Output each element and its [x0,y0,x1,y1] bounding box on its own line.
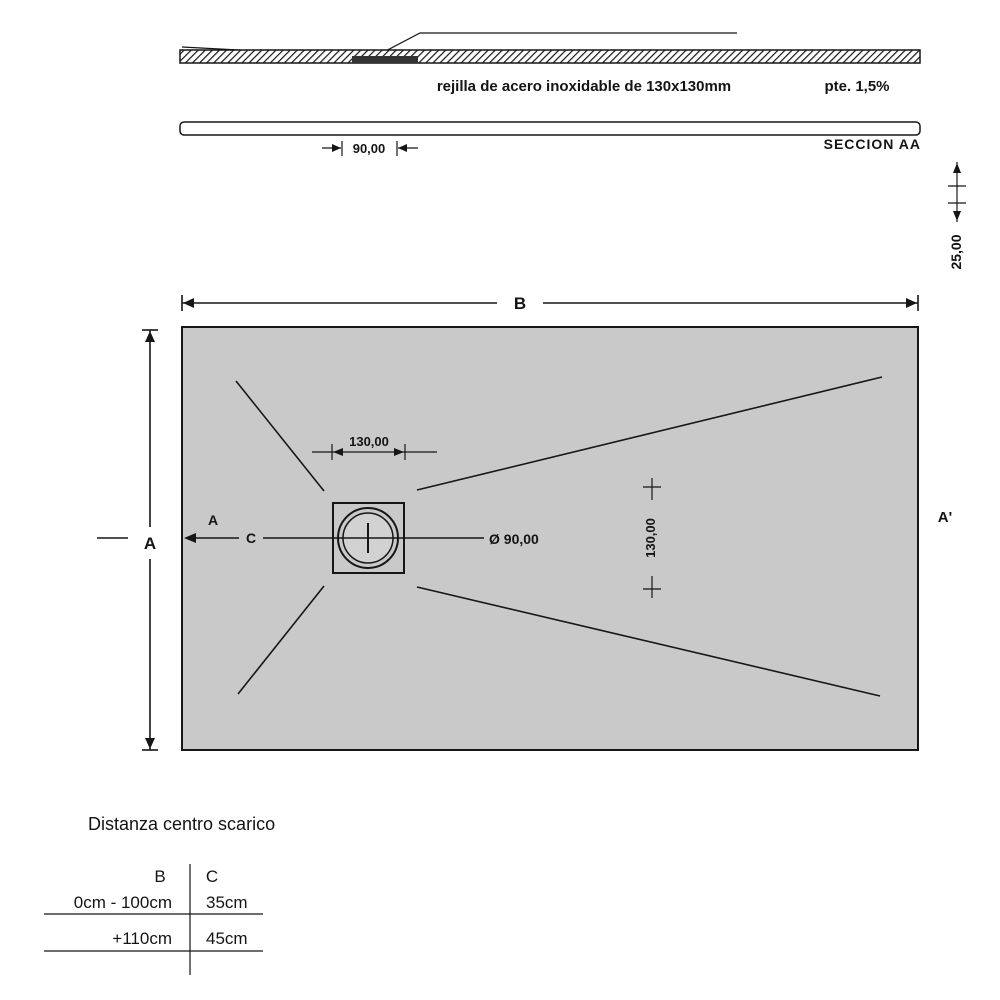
table-title: Distanza centro scarico [88,814,276,834]
dimension-90 [322,141,418,156]
grate-label: rejilla de acero inoxidable de 130x130mm [436,78,732,95]
drain-recess [352,56,418,63]
dimension-a [142,330,158,750]
cut-label-left: A [207,512,219,528]
table-cell-c1: 35cm [206,893,248,912]
dim-130-top-text: 130,00 [349,434,389,449]
dim-90-text: 90,00 [352,141,386,156]
table-row [112,929,247,948]
dimension-b [182,294,918,313]
table-cell-b1: 0cm - 100cm [73,893,172,912]
table-cell-c2: 45cm [206,929,248,948]
cut-label-right: A' [937,509,953,526]
slope-label: pte. 1,5% [824,78,890,95]
dim-a-label: A [143,534,157,553]
table-cell-b2: +110cm [112,929,172,948]
plan-view [97,294,952,750]
table-header-b: B [154,867,166,886]
section-aa-label: SECCION AA [823,136,921,152]
section-view [180,33,966,270]
table-row [74,893,248,912]
table-header-c: C [205,867,219,886]
offset-label: C [245,530,257,546]
dim-b-label: B [513,294,527,313]
dim-25-text: 25,00 [948,234,964,270]
dim-130-right-text: 130,00 [643,518,658,558]
dimension-25 [948,162,966,270]
tray-profile [180,122,920,135]
drain-diameter-text: Ø 90,00 [489,531,539,547]
dimension-table [44,814,275,975]
hatched-profile [180,50,920,63]
